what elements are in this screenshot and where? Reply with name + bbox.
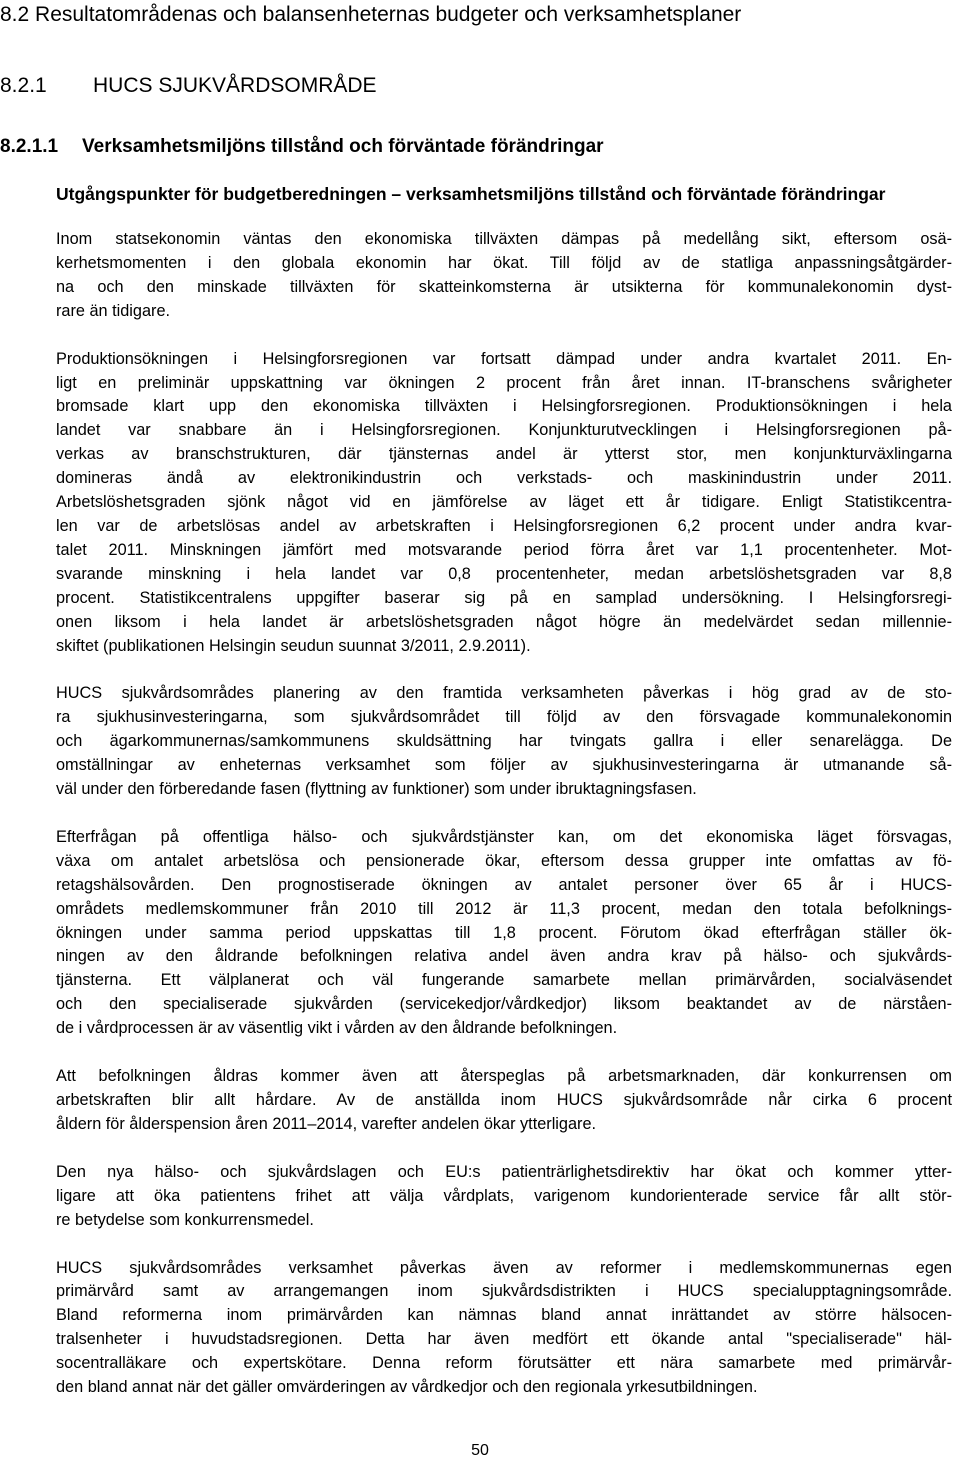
text-line: tralsenheter i huvudstadsregionen. Detta har även medfört ett ökande antal "specialiserade" häl- [56, 1330, 952, 1349]
text-line: den bland annat när det gäller omvärderingen av vårdkedjor och den regionala yrkesutbildningen. [56, 1378, 758, 1397]
text-line: ligt en preliminär uppskattning var ökningen 2 procent från året innan. IT-branschens svårigheter [56, 373, 952, 392]
text-line: svarande minskning i hela landet var 0,8 procentenheter, medan arbetslöshetsgraden var 8,8 [56, 564, 952, 583]
text-line: Inom statsekonomin väntas den ekonomiska tillväxten dämpas på medellång sikt, eftersom osä- [56, 230, 952, 248]
text-line: procent. Statistikcentralens uppgifter baserar sig på en samplad undersökning. I Helsingforsregi- [56, 588, 952, 607]
text-line: ligare att öka patientens frihet att välja vårdplats, varigenom kundorienterade service får allt stör- [56, 1186, 952, 1205]
text-line: domineras ändå av elektronikindustrin och verkstads- och maskinindustrin under 2011. [56, 469, 952, 488]
text-line: verkas av branschstrukturen, där tjänsternas andel är ytterst stor, men konjunkturväxlingarna [56, 445, 952, 464]
text-line: kerhetsmomenten i den globala ekonomin har ökat. Till följd av de statliga anpassningsåtgärder- [56, 253, 952, 272]
text-line: ökningen under samma period uppskattas till 1,8 procent. Förutom ökad efterfrågan ställer ök- [56, 923, 952, 942]
paragraph [56, 826, 952, 1041]
text-line: Efterfrågan på offentliga hälso- och sjukvårdstjänster kan, om det ekonomiska läget försvagas, [56, 827, 952, 846]
text-line: len var de arbetslösas andel av arbetskraften i Helsingforsregionen 6,2 procent under andra kvar- [56, 516, 952, 535]
text-line: onen liksom i hela landet är arbetslöshetsgraden något högre än medelvärdet sedan millennie- [56, 612, 952, 631]
text-line: arbetskraften blir allt hårdare. Av de anställda inom HUCS sjukvårdsområde når cirka 6 procent [56, 1091, 952, 1109]
text-line: talet 2011. Minskningen jämfört med motsvarande period förra året var 1,1 procentenheter. Mot- [56, 540, 952, 559]
text-line: landet var snabbare än i Helsingforsregionen. Konjunkturutvecklingen i Helsingforsregionen på- [56, 421, 952, 440]
text-line: bromsade klart upp den ekonomiska tillväxten i Helsingforsregionen. Produktionsökningen i hela [56, 397, 952, 416]
text-line: re betydelse som konkurrensmedel. [56, 1210, 314, 1229]
paragraph [56, 1065, 952, 1137]
paragraph [56, 1161, 952, 1233]
text-line: skiftet (publikationen Helsingin seudun suunnat 3/2011, 2.9.2011). [56, 636, 531, 655]
page-number: 50 [471, 1442, 489, 1459]
text-line: rare än tidigare. [56, 301, 171, 320]
text-line: retagshälsovården. Den prognostiserade ökningen av antalet personer över 65 år i HUCS- [56, 875, 952, 894]
text-line: tjänsterna. Ett välplanerat och väl fungerande samarbete mellan primärvården, socialväsendet [56, 971, 952, 990]
section-number: 8.2.1.1 [0, 136, 59, 157]
section-heading-8-2-1 [0, 73, 377, 99]
text-line: na och den minskade tillväxten för skatteinkomsterna är utsikterna för kommunalekonomin dyst- [56, 277, 952, 296]
text-line: Att befolkningen åldras kommer även att återspeglas på arbetsmarknaden, där konkurrensen om [56, 1067, 952, 1086]
text-line: Bland reformerna inom primärvården kan nämnas bland annat inrättandet av större hälsocen- [56, 1306, 952, 1325]
text-line: HUCS sjukvårdsområdes verksamhet påverkas även av reformer i medlemskommunernas egen [56, 1258, 952, 1277]
paragraph [56, 1257, 952, 1400]
text-line: ra sjukhusinvesteringarna, som sjukvårdsområdet till följd av den försvagade kommunalekonomin [56, 708, 952, 727]
text-line: väl under den förberedande fasen (flyttning av funktioner) som under ibruktagningsfasen. [56, 780, 697, 799]
text-line: Produktionsökningen i Helsingforsregionen var fortsatt dämpad under andra kvartalet 2011. En- [56, 349, 952, 368]
paragraph [56, 228, 952, 324]
section-number: 8.2.1 [0, 74, 47, 97]
section-heading-8-2: 8.2 Resultatområdenas och balansenheternas budgeter och verksamhetsplaner [0, 3, 742, 26]
text-line: de i vårdprocessen är av väsentlig vikt i vården av den åldrande befolkningen. [56, 1019, 618, 1038]
text-line: områdets medlemskommuner från 2010 till 2012 är 11,3 procent, medan den totala befolknings- [56, 899, 952, 918]
section-title: Verksamhetsmiljöns tillstånd och förväntade förändringar [82, 136, 604, 157]
text-line: primärvård samt av arrangemangen inom sjukvårdsdistrikten i HUCS specialupptagningsområde. [56, 1282, 952, 1301]
text-line: och den specialiserade sjukvården (servicekedjor/vårdkedjor) liksom beaktandet av de närståen- [56, 995, 952, 1014]
document-body [56, 182, 952, 1424]
section-heading-8-2-1-1 [0, 135, 604, 159]
text-line: socentralläkare och expertskötare. Denna reform förutsätter ett nära samarbete med primärvår- [56, 1354, 952, 1373]
text-line: Arbetslöshetsgraden sjönk något vid en jämförelse av läget ett år tidigare. Enligt Statistikcentra- [56, 493, 952, 512]
paragraph [56, 348, 952, 659]
text-line: Den nya hälso- och sjukvårdslagen och EU:s patienträrlighetsdirektiv har ökat och kommer ytter- [56, 1162, 952, 1181]
text-line: omställningar av enheternas verksamhet som följer av sjukhusinvesteringarna är utmanande så- [56, 756, 952, 775]
text-line: åldern för ålderspension åren 2011–2014, varefter andelen ökar ytterligare. [56, 1114, 597, 1133]
text-line: HUCS sjukvårdsområdes planering av den framtida verksamheten påverkas i hög grad av de sto- [56, 684, 952, 703]
text-line: ningen av den åldrande befolkningen relativa andel även andra krav på hälso- och sjukvårds- [56, 947, 952, 966]
text-line: och ägarkommunernas/samkommunens skuldsättning har tvingats gallra i eller senarelägga. De [56, 732, 952, 751]
paragraph-list [56, 228, 952, 1400]
paragraph [56, 682, 952, 802]
subheading: Utgångspunkter för budgetberedningen – verksamhetsmiljöns tillstånd och förväntade förändringar [56, 184, 886, 204]
text-line: växa om antalet arbetslösa och pensionerade ökar, eftersom dessa grupper inte omfattas av fö- [56, 851, 952, 870]
section-title: HUCS SJUKVÅRDSOMRÅDE [93, 74, 377, 97]
